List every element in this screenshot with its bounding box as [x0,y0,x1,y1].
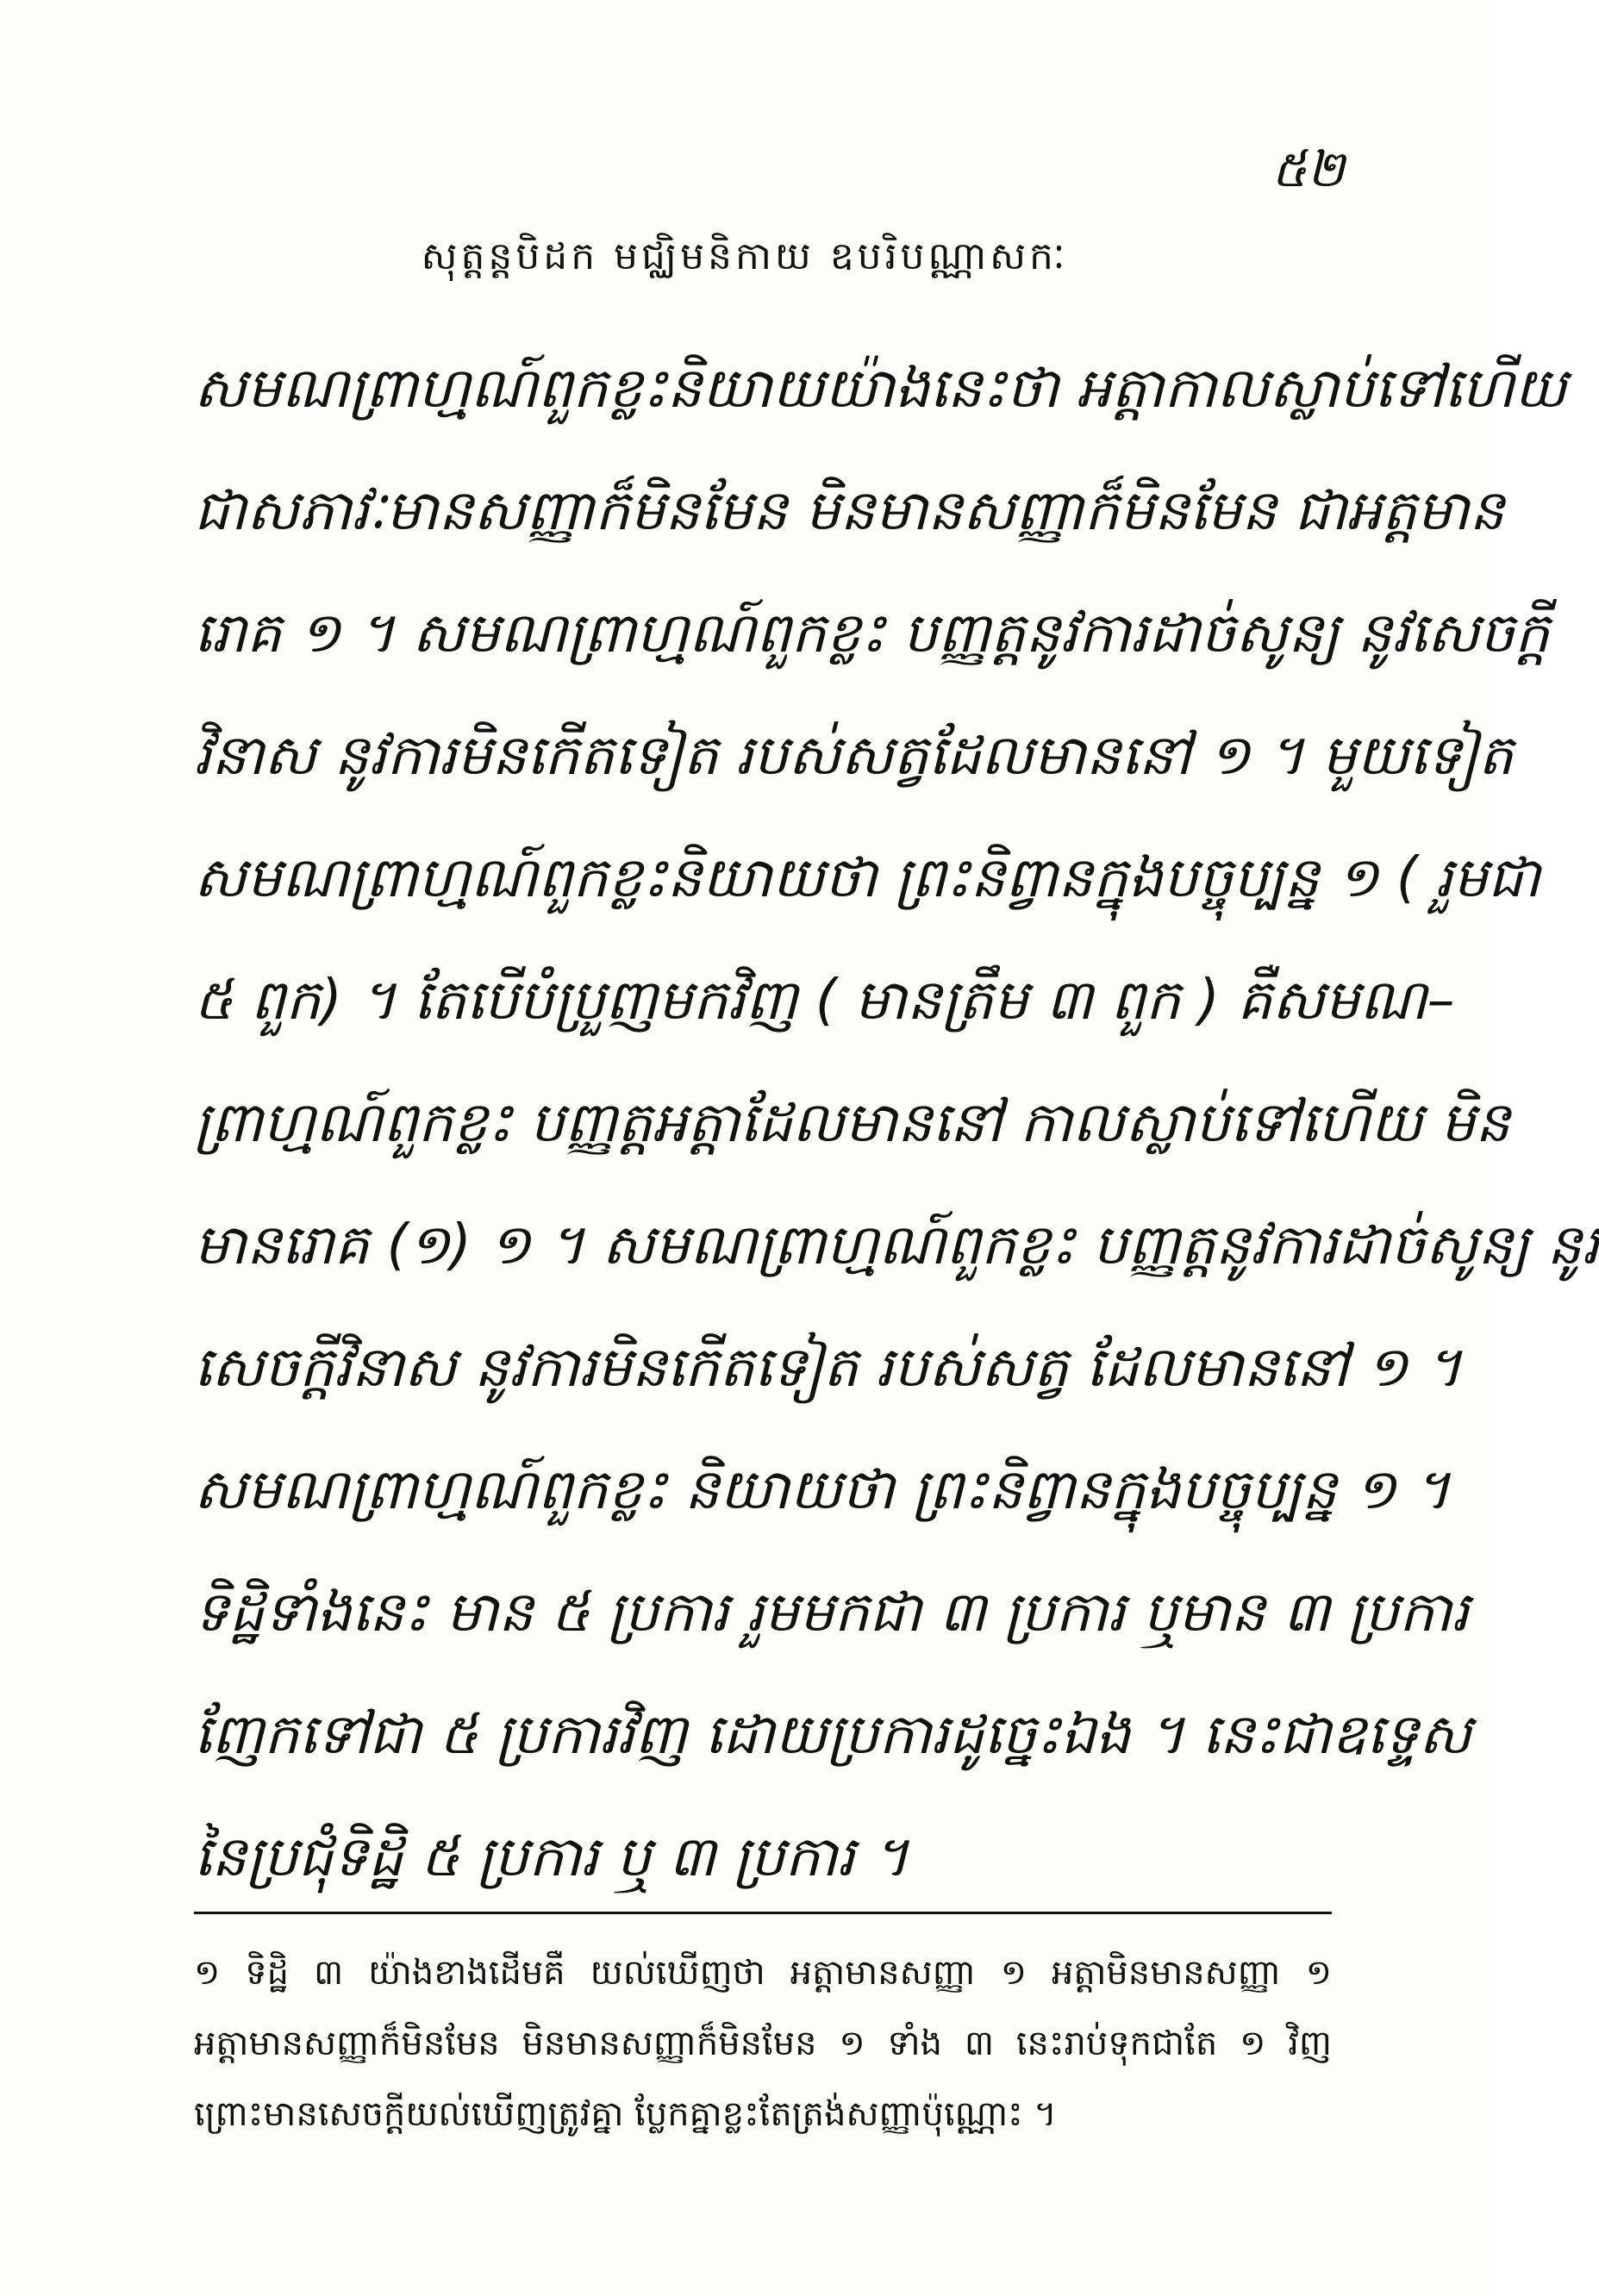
page-number: ៥២ [1271,140,1345,198]
body-line: សមណព្រាហ្មណ៍ពួកខ្លះនិយាយយ៉ាងនេះថា អត្តាកាលស្លាប់ទៅហើយ [194,357,1567,421]
body-line: នៃប្រជុំទិដ្ឋិ ៥ ប្រការ ឬ ៣ ប្រការ ។ [194,1825,909,1889]
running-header: សុត្តន្តបិដក មជ្ឈិមនិកាយ ឧបរិបណ្ណាសកៈ [421,234,1069,278]
body-line: រោគ ១ ។ សមណព្រាហ្មណ៍ពួកខ្លះ បញ្ញត្តនូវការដាច់សូន្យ នូវសេចក្តី [194,602,1550,665]
body-text [194,328,1599,1919]
body-line: វិនាស នូវការមិនកើតទៀត របស់សត្វដែលមាននៅ ១ ។ មួយទៀត [194,724,1514,788]
body-line: សមណព្រាហ្មណ៍ពួកខ្លះ និយាយថា ព្រះនិព្វានក្នុងបច្ចុប្បន្ន ១ ។ [194,1458,1451,1522]
footnote-divider [194,1912,1332,1914]
footnote-line: ១ ទិដ្ឋិ ៣ យ៉ាងខាងដើមគឺ យល់ឃើញថា អត្តាមានសញ្ញា ១ អត្តាមិនមានសញ្ញា ១ [194,1953,1332,1993]
body-line: ញែកទៅជា ៥ ប្រការវិញ ដោយប្រការដូច្នេះឯង ។ នេះជាឧទ្ទេស [194,1703,1472,1767]
body-line: ៥ ពួក) ។ តែបើបំប្រួញមកវិញ ( មានត្រឹម ៣ ពួក ) គឺសមណ– [194,969,1455,1033]
body-line: ទិដ្ឋិទាំងនេះ មាន ៥ ប្រការ រួមមកជា ៣ ប្រការ ឬមាន ៣ ប្រការ [194,1581,1470,1644]
footnote-line: អត្តាមានសញ្ញាក៏មិនមែន មិនមានសញ្ញាក៏មិនមែន ១ ទាំង ៣ នេះរាប់ទុកជាតែ ១ វិញ [194,2024,1332,2063]
body-line: សមណព្រាហ្មណ៍ពួកខ្លះនិយាយថា ព្រះនិព្វានក្នុងបច្ចុប្បន្ន ១ ( រួមជា [194,846,1540,910]
body-line: មានរោគ (១) ១ ។ សមណព្រាហ្មណ៍ពួកខ្លះ បញ្ញត្តនូវការដាច់សូន្យ នូវ [194,1214,1599,1277]
body-line: ព្រាហ្មណ៍ពួកខ្លះ បញ្ញត្តអត្តាដែលមាននៅ កាលស្លាប់ទៅហើយ មិន [194,1091,1510,1155]
footnotes [194,1937,1332,2149]
body-line: សេចក្តីវិនាស នូវការមិនកើតទៀត របស់សត្វ ដែលមាននៅ ១ ។ [194,1336,1462,1400]
footnote-line: ព្រោះមានសេចក្តីយល់ឃើញត្រូវគ្នា ប្លែកគ្នាខ្លះតែត្រង់សញ្ញាប៉ុណ្ណោះ ។ [194,2094,1057,2134]
body-line: ជាសភាវៈមានសញ្ញាក៏មិនមែន មិនមានសញ្ញាក៏មិនមែន ជាអត្តមាន [194,479,1505,543]
